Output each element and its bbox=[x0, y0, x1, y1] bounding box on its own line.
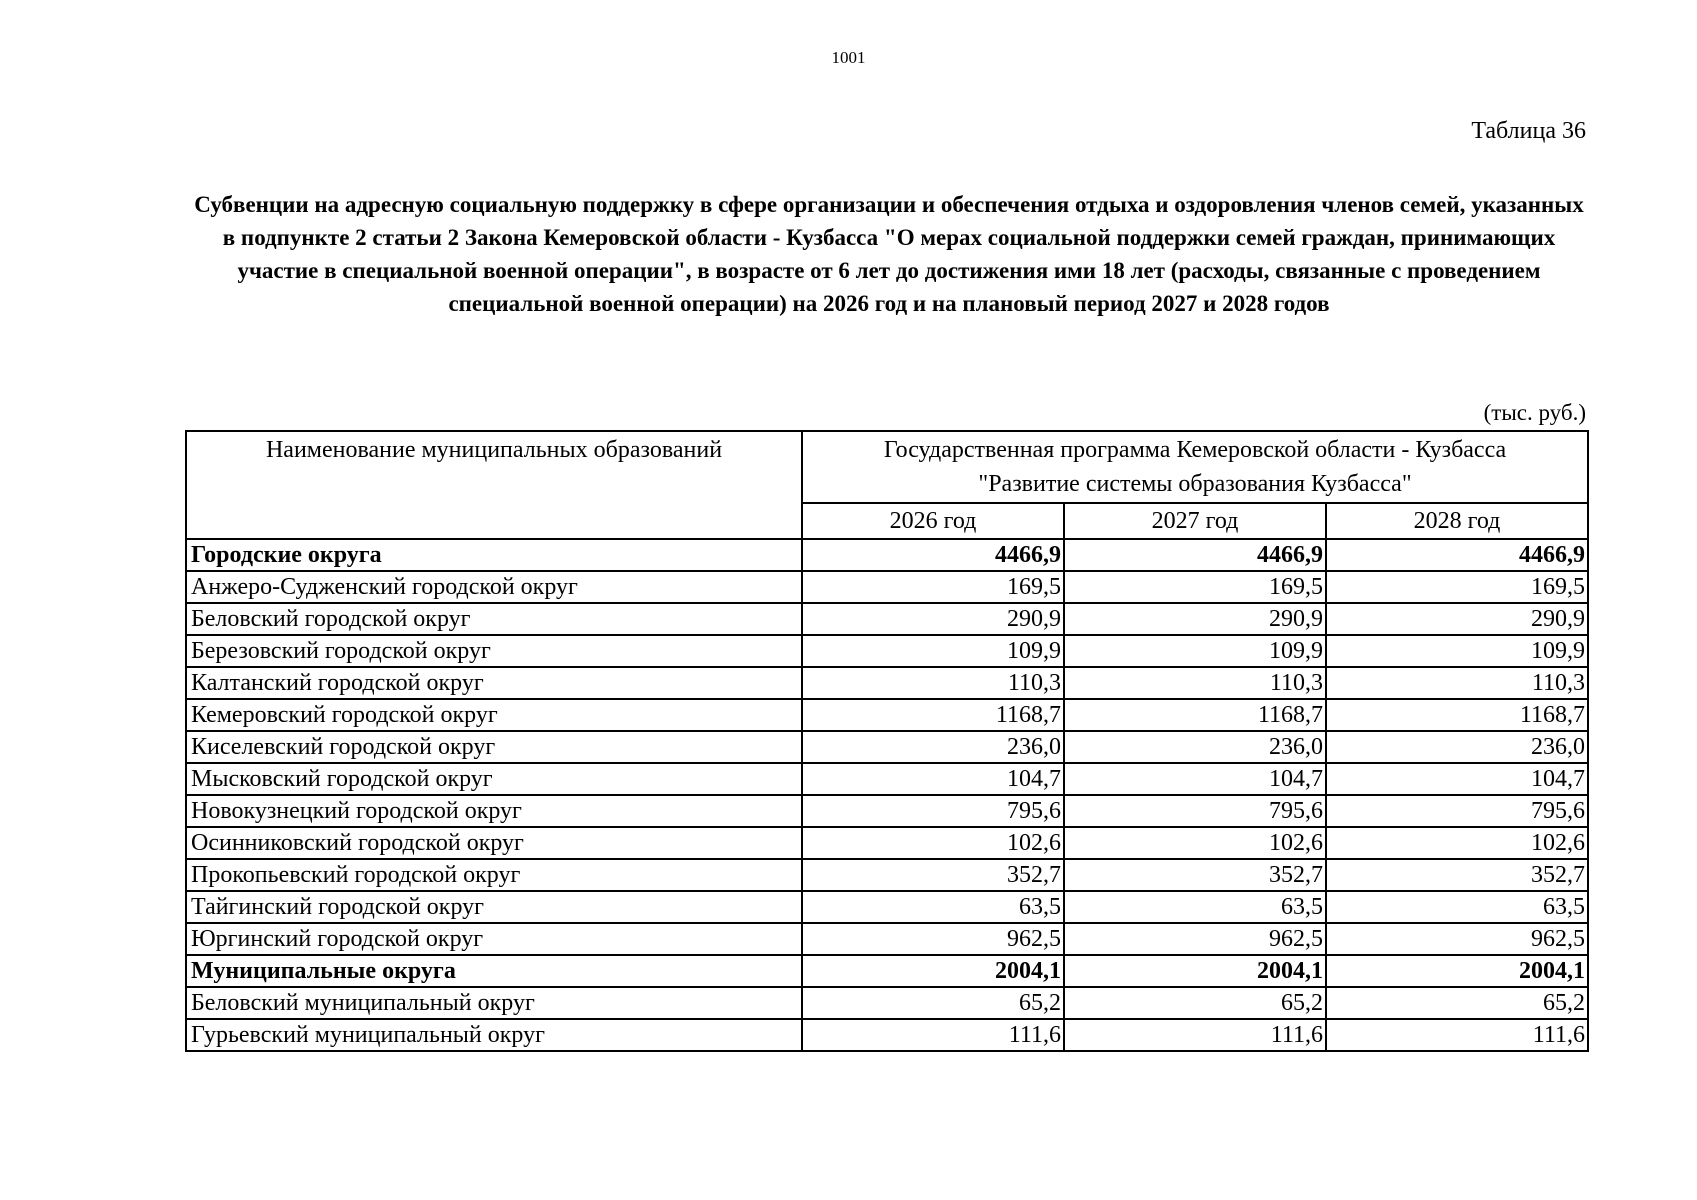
value-2028-cell: 2004,1 bbox=[1326, 955, 1588, 987]
value-2028-cell: 111,6 bbox=[1326, 1019, 1588, 1051]
value-2026-cell: 4466,9 bbox=[802, 539, 1064, 571]
table-row bbox=[186, 923, 1588, 955]
municipality-name-cell: Березовский городской округ bbox=[186, 635, 802, 667]
table-row bbox=[186, 635, 1588, 667]
value-2027-cell: 290,9 bbox=[1064, 603, 1326, 635]
value-2028-cell: 290,9 bbox=[1326, 603, 1588, 635]
municipality-name-cell: Киселевский городской округ bbox=[186, 731, 802, 763]
table-row bbox=[186, 731, 1588, 763]
value-2027-cell: 236,0 bbox=[1064, 731, 1326, 763]
value-2026-cell: 63,5 bbox=[802, 891, 1064, 923]
value-2027-cell: 169,5 bbox=[1064, 571, 1326, 603]
value-2026-cell: 169,5 bbox=[802, 571, 1064, 603]
document-title: Субвенции на адресную социальную поддержку в сфере организации и обеспечения отдыха и оздоровления членов семей, указанных в подпункте 2 статьи 2 Закона Кемеровской области - Кузбасса "О мерах социальной поддержки семей граждан, принимающих участие в специальной военной операции", в возрасте от 6 лет до достижения ими 18 лет (расходы, связанные с проведением специальной военной операции) на 2026 год и на плановый период 2027 и 2028 годов bbox=[194, 192, 1584, 316]
municipality-name-cell: Кемеровский городской округ bbox=[186, 699, 802, 731]
table-row bbox=[186, 795, 1588, 827]
value-2026-cell: 352,7 bbox=[802, 859, 1064, 891]
municipality-name-cell: Гурьевский муниципальный округ bbox=[186, 1019, 802, 1051]
value-2028-cell: 962,5 bbox=[1326, 923, 1588, 955]
value-2027-cell: 1168,7 bbox=[1064, 699, 1326, 731]
municipality-name-cell: Прокопьевский городской округ bbox=[186, 859, 802, 891]
value-2028-cell: 169,5 bbox=[1326, 571, 1588, 603]
table-row bbox=[186, 603, 1588, 635]
value-2028-cell: 110,3 bbox=[1326, 667, 1588, 699]
value-2026-cell: 1168,7 bbox=[802, 699, 1064, 731]
value-2027-cell: 111,6 bbox=[1064, 1019, 1326, 1051]
table-group-row bbox=[186, 955, 1588, 987]
municipality-name-cell: Новокузнецкий городской округ bbox=[186, 795, 802, 827]
value-2027-cell: 352,7 bbox=[1064, 859, 1326, 891]
municipality-name-cell: Мысковский городской округ bbox=[186, 763, 802, 795]
header-year-2026: 2026 год bbox=[802, 503, 1064, 539]
header-year-2028: 2028 год bbox=[1326, 503, 1588, 539]
value-2027-cell: 65,2 bbox=[1064, 987, 1326, 1019]
table-row bbox=[186, 1019, 1588, 1051]
subvention-table bbox=[185, 430, 1589, 1052]
table-row bbox=[186, 859, 1588, 891]
value-2028-cell: 65,2 bbox=[1326, 987, 1588, 1019]
municipality-name-cell: Осинниковский городской округ bbox=[186, 827, 802, 859]
municipality-name-cell: Калтанский городской округ bbox=[186, 667, 802, 699]
value-2026-cell: 65,2 bbox=[802, 987, 1064, 1019]
value-2028-cell: 104,7 bbox=[1326, 763, 1588, 795]
value-2027-cell: 962,5 bbox=[1064, 923, 1326, 955]
header-municipality-name: Наименование муниципальных образований bbox=[186, 431, 802, 539]
value-2027-cell: 795,6 bbox=[1064, 795, 1326, 827]
value-2027-cell: 63,5 bbox=[1064, 891, 1326, 923]
value-2026-cell: 109,9 bbox=[802, 635, 1064, 667]
page-number: 1001 bbox=[831, 48, 866, 67]
value-2026-cell: 104,7 bbox=[802, 763, 1064, 795]
table-row bbox=[186, 667, 1588, 699]
table-row bbox=[186, 827, 1588, 859]
value-2026-cell: 236,0 bbox=[802, 731, 1064, 763]
value-2027-cell: 102,6 bbox=[1064, 827, 1326, 859]
value-2026-cell: 795,6 bbox=[802, 795, 1064, 827]
table-body bbox=[186, 431, 1588, 1051]
table-row bbox=[186, 571, 1588, 603]
municipality-name-cell: Городские округа bbox=[186, 539, 802, 571]
value-2027-cell: 110,3 bbox=[1064, 667, 1326, 699]
value-2027-cell: 4466,9 bbox=[1064, 539, 1326, 571]
table-label: Таблица 36 bbox=[1471, 118, 1586, 144]
value-2028-cell: 102,6 bbox=[1326, 827, 1588, 859]
value-2026-cell: 962,5 bbox=[802, 923, 1064, 955]
header-program-line1: Государственная программа Кемеровской области - Кузбасса bbox=[883, 437, 1507, 463]
value-2028-cell: 4466,9 bbox=[1326, 539, 1588, 571]
municipality-name-cell: Тайгинский городской округ bbox=[186, 891, 802, 923]
header-program bbox=[802, 431, 1588, 503]
value-2028-cell: 109,9 bbox=[1326, 635, 1588, 667]
value-2027-cell: 109,9 bbox=[1064, 635, 1326, 667]
header-program-line2: "Развитие системы образования Кузбасса" bbox=[978, 471, 1412, 497]
units-label: (тыс. руб.) bbox=[1483, 400, 1586, 425]
table-row bbox=[186, 699, 1588, 731]
value-2028-cell: 352,7 bbox=[1326, 859, 1588, 891]
municipality-name-cell: Муниципальные округа bbox=[186, 955, 802, 987]
value-2026-cell: 111,6 bbox=[802, 1019, 1064, 1051]
value-2026-cell: 290,9 bbox=[802, 603, 1064, 635]
header-row bbox=[186, 431, 1588, 503]
table-row bbox=[186, 763, 1588, 795]
value-2028-cell: 1168,7 bbox=[1326, 699, 1588, 731]
table-group-row bbox=[186, 539, 1588, 571]
value-2028-cell: 63,5 bbox=[1326, 891, 1588, 923]
value-2026-cell: 2004,1 bbox=[802, 955, 1064, 987]
table-row bbox=[186, 891, 1588, 923]
value-2026-cell: 102,6 bbox=[802, 827, 1064, 859]
municipality-name-cell: Беловский городской округ bbox=[186, 603, 802, 635]
municipality-name-cell: Беловский муниципальный округ bbox=[186, 987, 802, 1019]
value-2027-cell: 104,7 bbox=[1064, 763, 1326, 795]
value-2028-cell: 795,6 bbox=[1326, 795, 1588, 827]
value-2027-cell: 2004,1 bbox=[1064, 955, 1326, 987]
table-row bbox=[186, 987, 1588, 1019]
header-year-2027: 2027 год bbox=[1064, 503, 1326, 539]
municipality-name-cell: Анжеро-Судженский городской округ bbox=[186, 571, 802, 603]
value-2028-cell: 236,0 bbox=[1326, 731, 1588, 763]
value-2026-cell: 110,3 bbox=[802, 667, 1064, 699]
municipality-name-cell: Юргинский городской округ bbox=[186, 923, 802, 955]
